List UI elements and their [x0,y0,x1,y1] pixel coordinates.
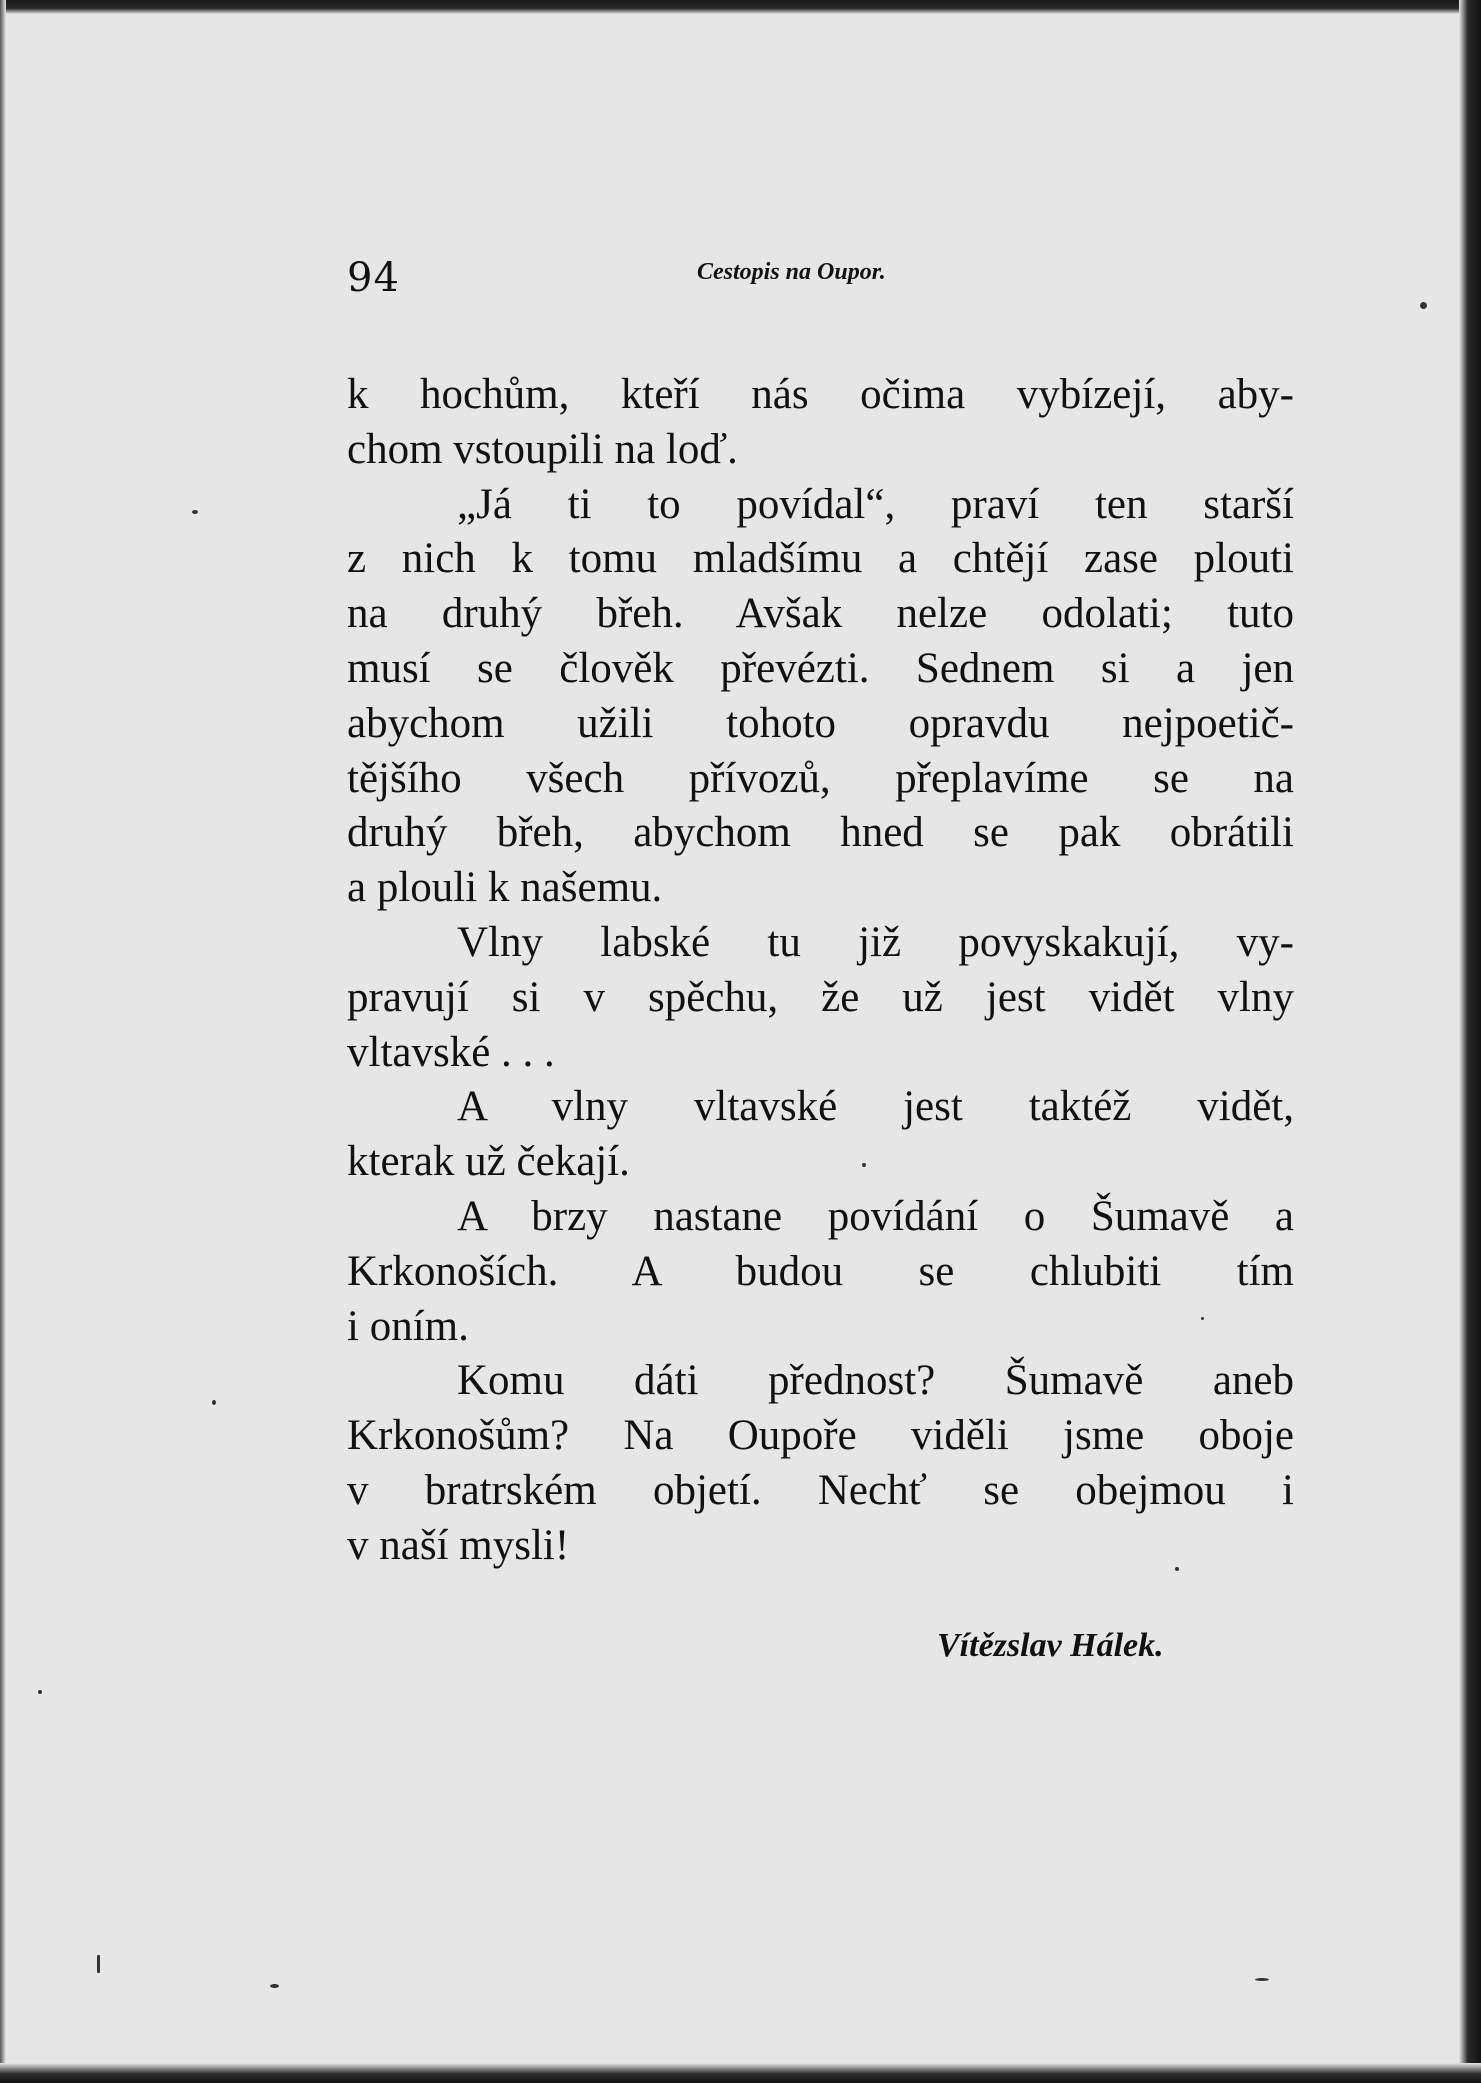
paper-speck [38,1690,42,1694]
page-number: 94 [347,255,400,301]
paper-speck [1255,1978,1269,1981]
page-edge-left [0,0,6,2083]
text-line: chom vstoupili na loď. [347,425,738,473]
author-signature: Vítězslav Hálek. [937,1627,1164,1664]
text-line: tějšího všech přívozů, přeplavíme se na [347,754,1294,802]
text-line: Vlny labské tu již povyskakují, vy- [457,918,1294,966]
text-line: Krkonošům? Na Oupoře viděli jsme oboje [347,1412,1294,1460]
text-line: abychom užili tohoto opravdu nejpoetič- [347,699,1294,747]
page-edge-right [1459,0,1481,2083]
text-line: na druhý břeh. Avšak nelze odolati; tuto [347,590,1294,638]
text-line: z nich k tomu mladšímu a chtějí zase plouti [347,535,1294,583]
text-line: v bratrském objetí. Nechť se obejmou i [347,1466,1294,1514]
text-line: A vlny vltavské jest taktéž vidět, [457,1083,1294,1131]
text-line: pravují si v spěchu, že už jest vidět vlny [347,973,1294,1021]
text-line: kterak už čekají. [347,1138,630,1186]
paper-speck [1175,1567,1179,1571]
text-line: v naší mysli! [347,1521,570,1569]
text-line: Krkonoších. A budou se chlubiti tím [347,1247,1294,1295]
text-line: vltavské . . . [347,1028,555,1076]
paper-speck [862,1163,866,1167]
page-edge-top [0,0,1481,14]
text-line: k hochům, kteří nás očima vybízejí, aby- [347,371,1294,418]
text-line: druhý břeh, abychom hned se pak obrátili [347,809,1294,857]
paper-speck [1201,1317,1204,1320]
page-edge-bottom [0,2063,1481,2083]
text-line: Komu dáti přednost? Šumavě aneb [457,1357,1294,1405]
paper-speck [97,1955,100,1973]
text-line: musí se člověk převézti. Sednem si a jen [347,644,1294,692]
body-text [347,368,1294,1574]
text-line: A brzy nastane povídání o Šumavě a [457,1192,1294,1240]
paper-speck [270,1984,279,1988]
text-line: a plouli k našemu. [347,864,663,912]
running-title: Cestopis na Oupor. [697,259,886,285]
text-line: i oním. [347,1302,469,1350]
page-header [347,255,1247,305]
text-line: „Já ti to povídal“, praví ten starší [457,480,1294,528]
paper-speck [192,510,198,514]
paper-speck [1420,302,1427,309]
paper-speck [212,1400,216,1405]
